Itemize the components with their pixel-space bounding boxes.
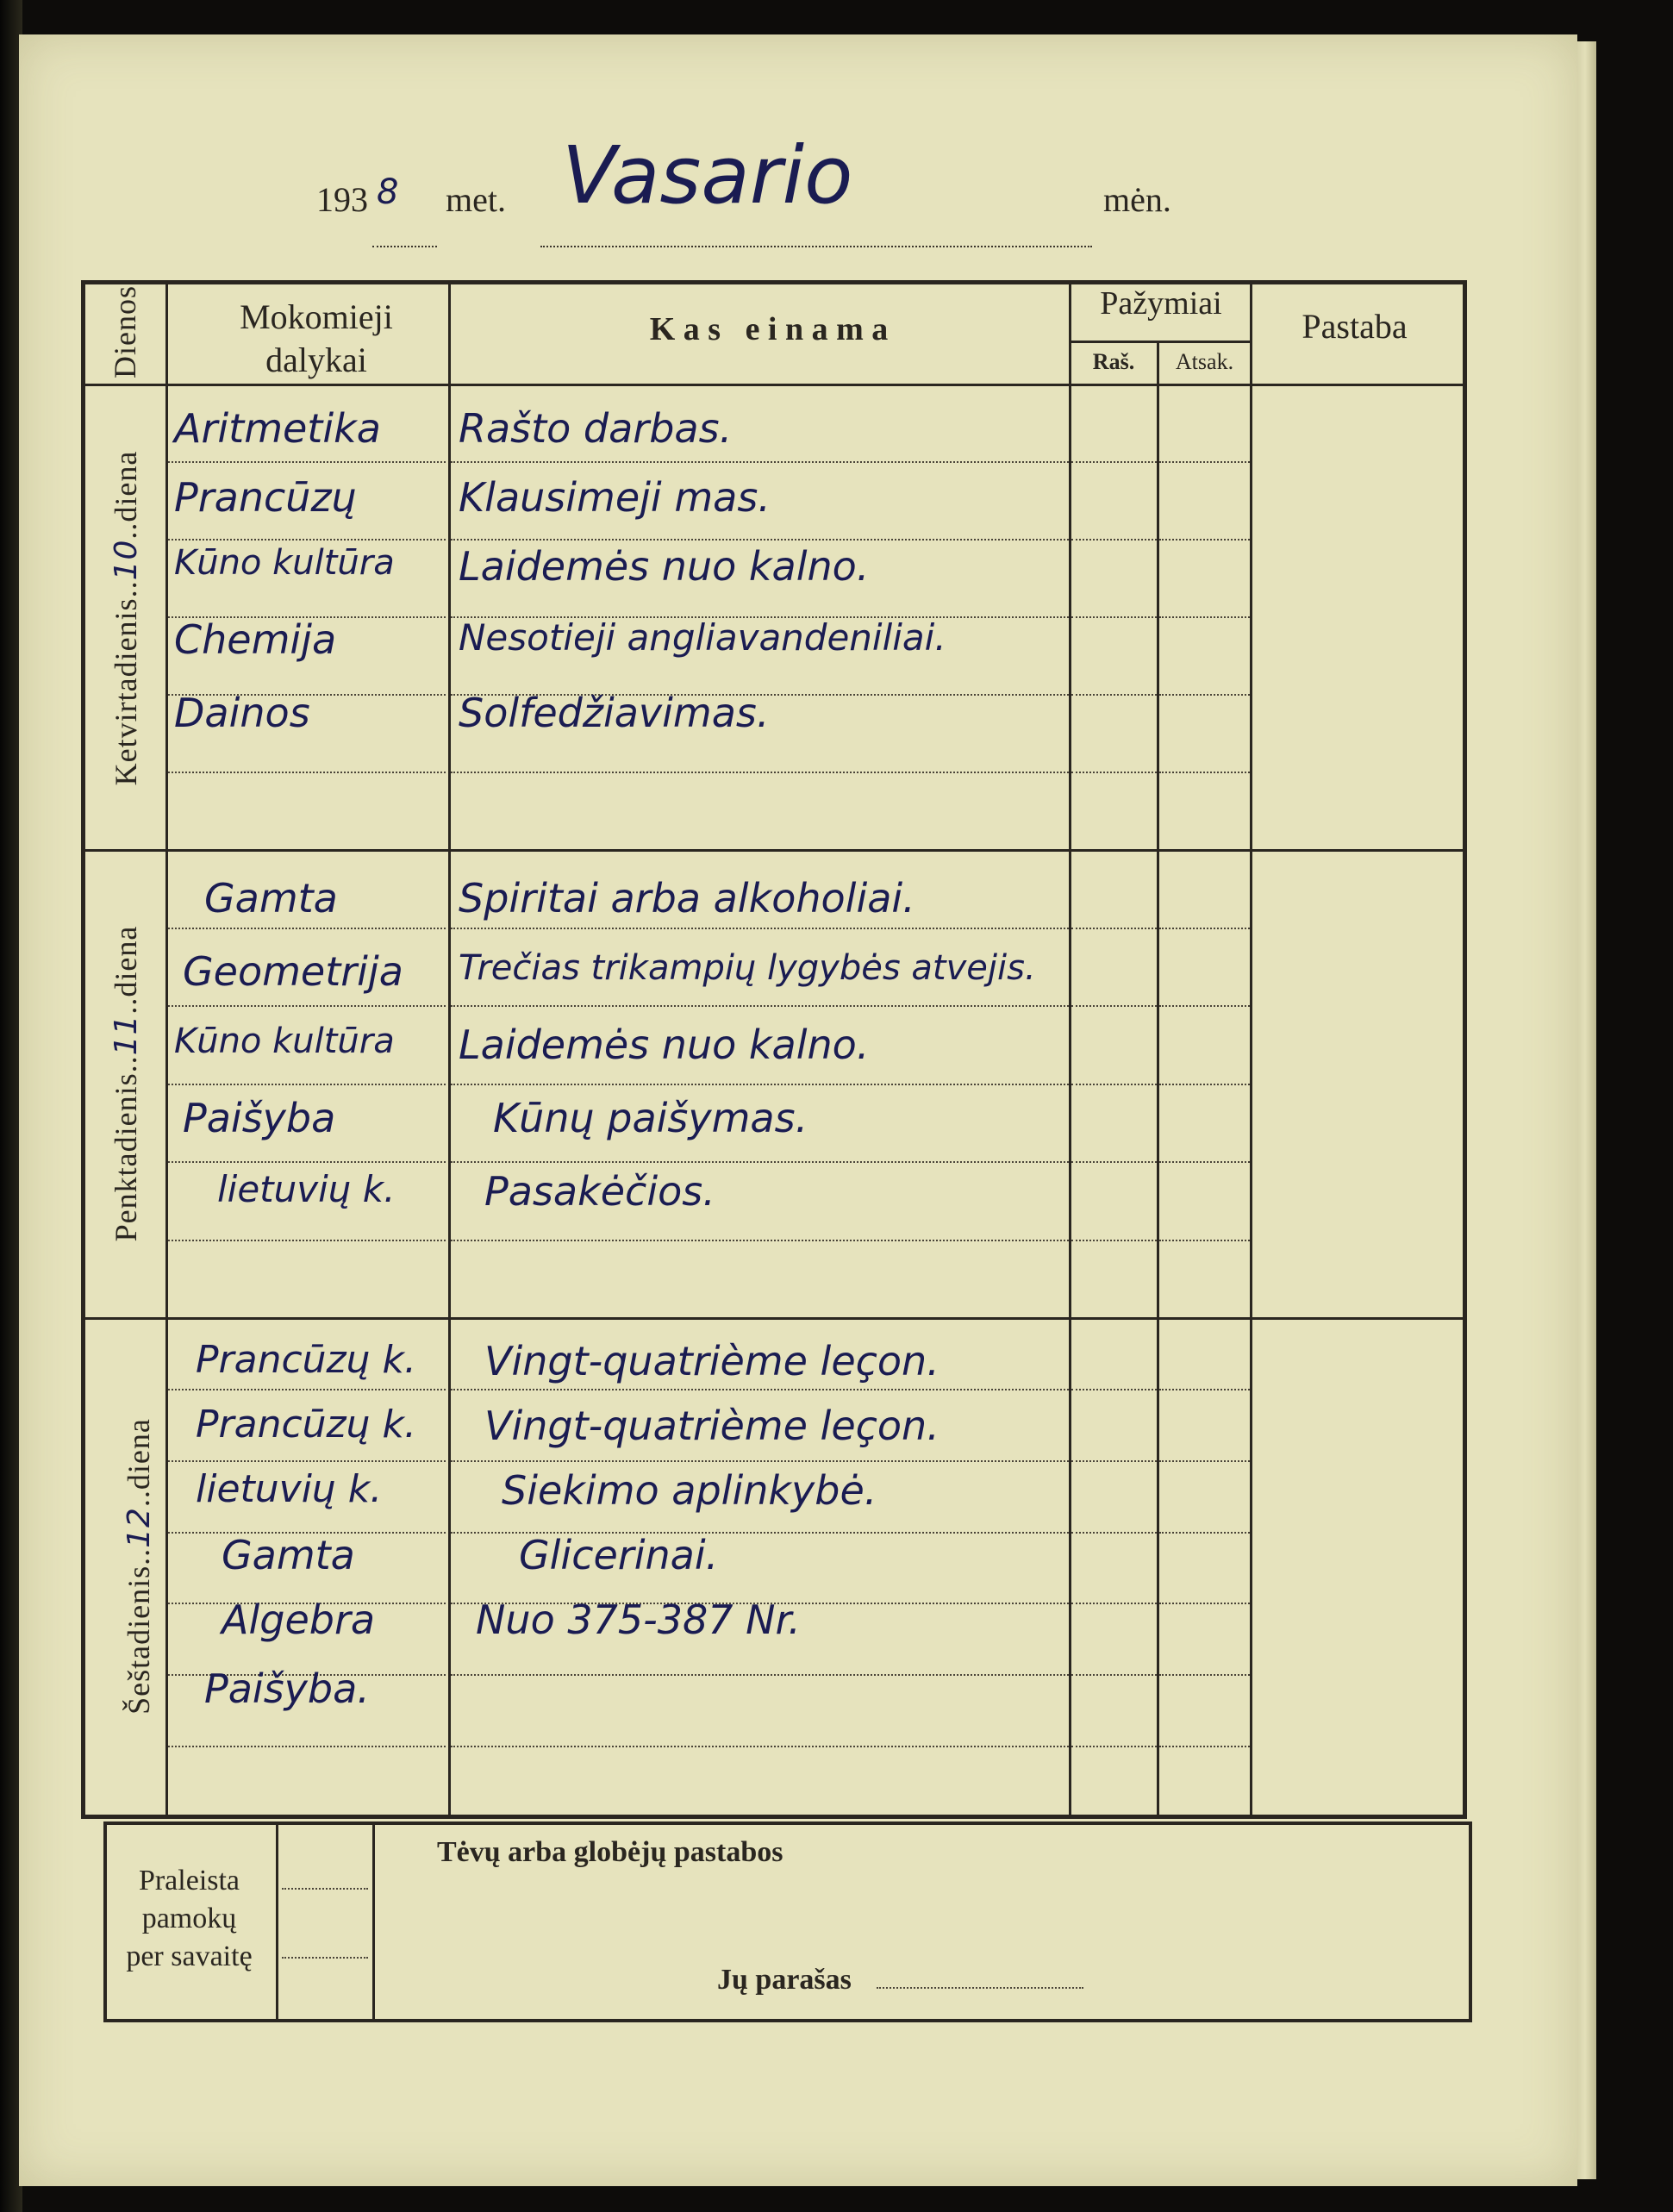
topic-entry: Spiritai arba alkoholiai. bbox=[459, 875, 915, 922]
topic-entry: Glicerinai. bbox=[519, 1532, 719, 1578]
col-line-pastaba bbox=[1250, 280, 1252, 1817]
ruling-line bbox=[1159, 461, 1250, 463]
signature-label: Jų parašas bbox=[717, 1964, 852, 1996]
ruling-line bbox=[168, 1161, 446, 1163]
topic-entry: Laidemės nuo kalno. bbox=[459, 1022, 870, 1068]
missed-line3: per savaitę bbox=[126, 1940, 253, 1972]
subject-entry: Paišyba bbox=[183, 1095, 336, 1141]
missed-line2: pamokų bbox=[141, 1903, 237, 1934]
year-prefix: 193 bbox=[316, 180, 368, 219]
header-ras: Raš. bbox=[1092, 349, 1135, 374]
ruling-line bbox=[451, 461, 1069, 463]
grades-subheader-line bbox=[1069, 341, 1250, 343]
ruling-line bbox=[1159, 1532, 1250, 1534]
day-date: 12 bbox=[122, 1507, 157, 1548]
day-suffix: diena bbox=[109, 450, 143, 522]
ruling-line bbox=[1159, 616, 1250, 618]
day-name: Penktadienis bbox=[109, 1072, 143, 1242]
footer-col-line-2 bbox=[372, 1821, 375, 2020]
ruling-line bbox=[451, 1674, 1069, 1676]
day-name: Ketvirtadienis bbox=[109, 597, 143, 786]
ruling-line bbox=[451, 539, 1069, 541]
topic-entry: Nuo 375-387 Nr. bbox=[476, 1597, 801, 1643]
ruling-line bbox=[1159, 1161, 1250, 1163]
ruling-line bbox=[168, 928, 446, 929]
ruling-line bbox=[168, 461, 446, 463]
subject-entry: lietuvių k. bbox=[217, 1168, 396, 1210]
subject-entry: Prancūzų bbox=[174, 474, 357, 521]
subject-entry: Aritmetika bbox=[174, 405, 381, 452]
header-dienos: Dienos bbox=[108, 285, 142, 378]
parents-notes-label: Tėvų arba globėjų pastabos bbox=[437, 1836, 783, 1868]
header-bottom-line bbox=[81, 384, 1463, 386]
ruling-line bbox=[1159, 694, 1250, 696]
ruling-line bbox=[168, 1389, 446, 1390]
ruling-line bbox=[451, 1746, 1069, 1747]
header-pastaba: Pastaba bbox=[1302, 307, 1408, 346]
ruling-line bbox=[1071, 928, 1157, 929]
ruling-line bbox=[1159, 1389, 1250, 1390]
ruling-line bbox=[1071, 1603, 1157, 1604]
subject-entry: Gamta bbox=[222, 1532, 355, 1578]
ruling-line bbox=[168, 1746, 446, 1747]
ruling-line bbox=[1071, 1460, 1157, 1462]
day1-bottom-line bbox=[81, 849, 1463, 852]
subject-entry: Kūno kultūra bbox=[174, 543, 395, 583]
ruling-line bbox=[1071, 1532, 1157, 1534]
subject-entry: lietuvių k. bbox=[196, 1467, 383, 1511]
journal-page bbox=[19, 34, 1577, 2186]
col-line-topic bbox=[1069, 280, 1071, 1817]
topic-entry: Kūnų paišymas. bbox=[493, 1095, 808, 1141]
header-subjects-line2: dalykai bbox=[265, 341, 367, 379]
ruling-line bbox=[1159, 1674, 1250, 1676]
ruling-line bbox=[451, 1240, 1069, 1241]
ruling-line bbox=[1159, 928, 1250, 929]
ruling-line bbox=[1071, 1005, 1157, 1007]
ruling-line bbox=[168, 539, 446, 541]
col-line-subjects bbox=[448, 280, 451, 1817]
subject-entry: Chemija bbox=[174, 616, 337, 663]
topic-entry: Vingt-quatrième leçon. bbox=[484, 1338, 940, 1384]
day-label-thursday: Ketvirtadienis..10..diena bbox=[109, 450, 144, 786]
ruling-line bbox=[451, 928, 1069, 929]
topic-entry: Siekimo aplinkybė. bbox=[502, 1467, 877, 1514]
subject-entry: Algebra bbox=[222, 1597, 376, 1643]
header-subjects-line1: Mokomieji bbox=[240, 297, 393, 336]
ruling-line bbox=[451, 1460, 1069, 1462]
ruling-line bbox=[1071, 1084, 1157, 1085]
topic-entry: Klausimeji mas. bbox=[459, 474, 771, 521]
ruling-line bbox=[1071, 616, 1157, 618]
ruling-line bbox=[1071, 694, 1157, 696]
ruling-line bbox=[1071, 1389, 1157, 1390]
ruling-line bbox=[168, 772, 446, 773]
ruling-line bbox=[1071, 461, 1157, 463]
month-line bbox=[540, 246, 1092, 247]
header-subjects bbox=[191, 280, 441, 382]
ruling-line bbox=[1159, 1746, 1250, 1747]
ruling-line bbox=[1071, 1746, 1157, 1747]
col-line-days bbox=[165, 280, 168, 1817]
met-label: met. bbox=[446, 180, 506, 219]
ruling-line bbox=[1159, 1084, 1250, 1085]
subject-entry: Geometrija bbox=[183, 948, 403, 995]
subject-entry: Prancūzų k. bbox=[196, 1338, 416, 1382]
day-label-friday: Penktadienis..11..diena bbox=[109, 925, 144, 1242]
subject-entry: Kūno kultūra bbox=[174, 1022, 395, 1061]
subject-entry: Prancūzų k. bbox=[196, 1403, 416, 1447]
ruling-line bbox=[1071, 539, 1157, 541]
col-line-grades bbox=[1157, 341, 1159, 1817]
ruling-line bbox=[451, 772, 1069, 773]
topic-entry: Rašto darbas. bbox=[459, 405, 733, 452]
topic-entry: Laidemės nuo kalno. bbox=[459, 543, 870, 590]
ruling-line bbox=[451, 1084, 1069, 1085]
day-suffix: diena bbox=[109, 925, 143, 997]
ruling-line bbox=[1159, 1240, 1250, 1241]
men-label: mėn. bbox=[1103, 180, 1171, 219]
topic-entry: Trečias trikampių lygybės atvejis. bbox=[459, 948, 1036, 988]
day-name: Šeštadienis bbox=[122, 1565, 156, 1715]
year-line bbox=[372, 246, 437, 247]
ruling-line bbox=[168, 1460, 446, 1462]
ruling-line bbox=[168, 1005, 446, 1007]
ruling-line bbox=[1071, 1674, 1157, 1676]
ruling-line bbox=[1159, 1005, 1250, 1007]
ruling-line bbox=[451, 1005, 1069, 1007]
ruling-line bbox=[1159, 1460, 1250, 1462]
footer-dotline-2 bbox=[282, 1957, 368, 1959]
ruling-line bbox=[1159, 539, 1250, 541]
day-suffix: diena bbox=[122, 1418, 156, 1490]
topic-entry: Nesotieji angliavandeniliai. bbox=[459, 616, 946, 659]
ruling-line bbox=[168, 1084, 446, 1085]
ruling-line bbox=[451, 1161, 1069, 1163]
month-value: Vasario bbox=[562, 129, 853, 222]
topic-entry: Vingt-quatrième leçon. bbox=[484, 1403, 940, 1449]
year-suffix: 8 bbox=[377, 172, 399, 212]
ruling-line bbox=[1071, 1240, 1157, 1241]
day-label-saturday: Šeštadienis..12..diena bbox=[122, 1418, 157, 1715]
ruling-line bbox=[1159, 772, 1250, 773]
signature-line bbox=[877, 1987, 1083, 1989]
day-date: 11 bbox=[109, 1014, 144, 1056]
missed-lessons-label bbox=[105, 1862, 273, 1976]
subject-entry: Gamta bbox=[204, 875, 338, 922]
ruling-line bbox=[1159, 1603, 1250, 1604]
ruling-line bbox=[1071, 1161, 1157, 1163]
header-pazymiai: Pažymiai bbox=[1100, 285, 1222, 322]
subject-entry: Dainos bbox=[174, 690, 310, 736]
day-date: 10 bbox=[109, 539, 144, 581]
footer-dotline-1 bbox=[282, 1888, 368, 1890]
ruling-line bbox=[451, 1389, 1069, 1390]
topic-entry: Pasakėčios. bbox=[484, 1168, 715, 1215]
header-kas-einama: K a s e i n a m a bbox=[649, 311, 889, 347]
missed-line1: Praleista bbox=[138, 1865, 240, 1896]
header-atsak: Atsak. bbox=[1175, 349, 1234, 374]
day2-bottom-line bbox=[81, 1317, 1463, 1320]
ruling-line bbox=[1071, 772, 1157, 773]
footer-col-line-1 bbox=[276, 1821, 278, 2020]
subject-entry: Paišyba. bbox=[204, 1665, 370, 1712]
ruling-line bbox=[168, 1240, 446, 1241]
topic-entry: Solfedžiavimas. bbox=[459, 690, 770, 736]
